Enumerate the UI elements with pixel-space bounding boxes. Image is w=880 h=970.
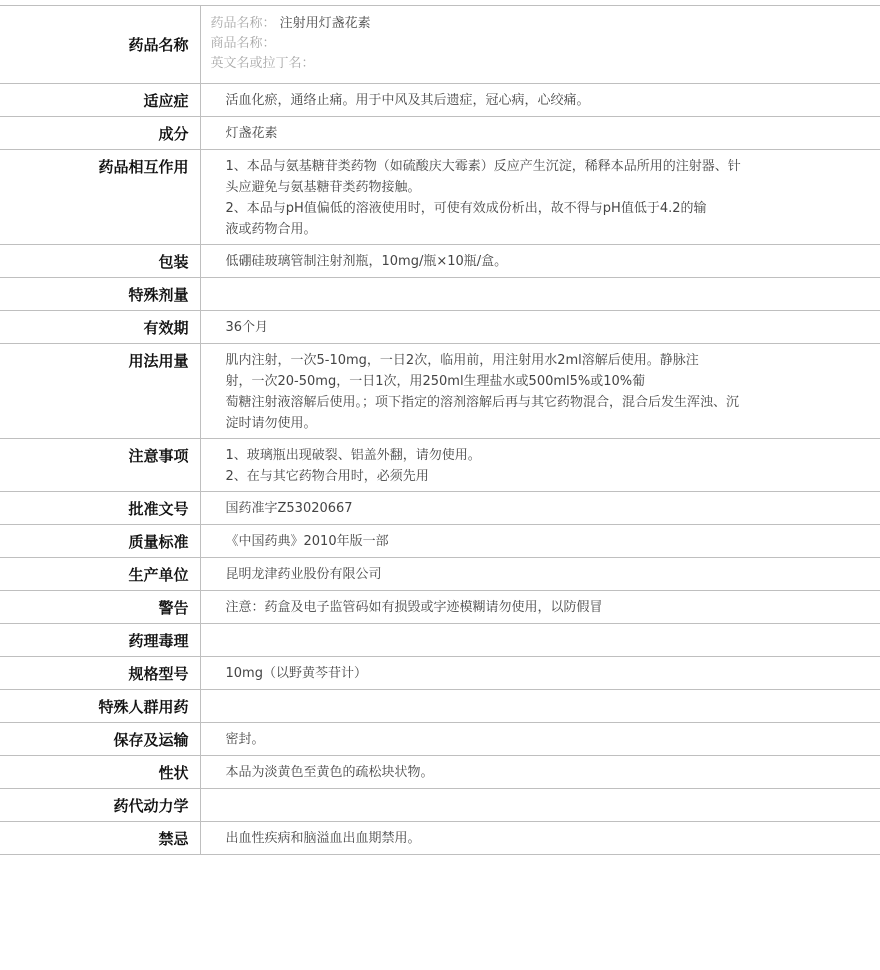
row-shelf-life xyxy=(0,311,880,344)
trade-name-line xyxy=(211,34,791,54)
row-manufacturer xyxy=(0,558,880,591)
value-line: 注意：药盒及电子监管码如有损毁或字迹模糊请勿使用，以防假冒 xyxy=(225,600,603,615)
label-storage-transport: 保存及运输 xyxy=(0,723,200,756)
value-line: 出血性疾病和脑溢血出血期禁用。 xyxy=(225,831,421,846)
label-specification: 规格型号 xyxy=(0,657,200,690)
label-pharmacology-toxicology: 药理毒理 xyxy=(0,624,200,657)
row-contraindications xyxy=(0,822,880,855)
value-packaging xyxy=(200,245,880,278)
row-specification xyxy=(0,657,880,690)
value-line: 射，一次20-50mg，一日1次，用250ml生理盐水或500ml5%或10%葡 xyxy=(225,374,646,389)
value-quality-standard xyxy=(200,525,880,558)
value-line: 2、本品与pH值偏低的溶液使用时，可使有效成份析出，故不得与pH值低于4.2的输 xyxy=(225,201,707,216)
label-drug-name: 药品名称 xyxy=(0,6,200,84)
value-line: 2、在与其它药物合用时，必须先用 xyxy=(225,469,429,484)
value-drug-name xyxy=(200,6,880,84)
label-interactions: 药品相互作用 xyxy=(0,150,200,245)
label-packaging: 包装 xyxy=(0,245,200,278)
value-line: 36个月 xyxy=(225,320,269,335)
value-line: 1、玻璃瓶出现破裂、铝盖外翻，请勿使用。 xyxy=(225,448,481,463)
value-ingredients xyxy=(200,117,880,150)
row-drug-name xyxy=(0,6,880,84)
value-line: 灯盏花素 xyxy=(225,126,278,141)
value-warning xyxy=(200,591,880,624)
row-special-populations xyxy=(0,690,880,723)
value-line: 低硼硅玻璃管制注射剂瓶，10mg/瓶×10瓶/盒。 xyxy=(225,254,508,269)
english-name-line xyxy=(211,54,791,74)
value-line: 本品为淡黄色至黄色的疏松块状物。 xyxy=(225,765,434,780)
row-indications xyxy=(0,84,880,117)
label-precautions: 注意事项 xyxy=(0,439,200,492)
value-manufacturer xyxy=(200,558,880,591)
row-pharmacokinetics xyxy=(0,789,880,822)
value-line: 头应避免与氨基糖苷类药物接触。 xyxy=(225,180,421,195)
row-interactions xyxy=(0,150,880,245)
value-dosage xyxy=(200,344,880,439)
value-line: 密封。 xyxy=(225,732,265,747)
value-line: 淀时请勿使用。 xyxy=(225,416,317,431)
value-indications xyxy=(200,84,880,117)
value-precautions xyxy=(200,439,880,492)
row-precautions xyxy=(0,439,880,492)
row-approval-number xyxy=(0,492,880,525)
label-pharmacokinetics: 药代动力学 xyxy=(0,789,200,822)
label-contraindications: 禁忌 xyxy=(0,822,200,855)
row-special-dosage xyxy=(0,278,880,311)
row-description xyxy=(0,756,880,789)
label-manufacturer: 生产单位 xyxy=(0,558,200,591)
value-line: 昆明龙津药业股份有限公司 xyxy=(225,567,382,582)
row-storage-transport xyxy=(0,723,880,756)
row-quality-standard xyxy=(0,525,880,558)
generic-name-line xyxy=(211,14,791,34)
generic-name-value: 注射用灯盏花素 xyxy=(279,16,371,31)
value-specification xyxy=(200,657,880,690)
value-line: 《中国药典》2010年版一部 xyxy=(225,534,389,549)
row-packaging xyxy=(0,245,880,278)
label-quality-standard: 质量标准 xyxy=(0,525,200,558)
value-special-dosage xyxy=(200,278,880,311)
row-pharmacology-toxicology xyxy=(0,624,880,657)
row-warning xyxy=(0,591,880,624)
label-description: 性状 xyxy=(0,756,200,789)
value-contraindications xyxy=(200,822,880,855)
value-line: 肌内注射，一次5-10mg，一日2次，临用前，用注射用水2ml溶解后使用。静脉注 xyxy=(225,353,699,368)
value-special-populations xyxy=(200,690,880,723)
value-approval-number xyxy=(200,492,880,525)
value-shelf-life xyxy=(200,311,880,344)
english-name-key: 英文名或拉丁名： xyxy=(210,56,315,71)
label-indications: 适应症 xyxy=(0,84,200,117)
value-line: 10mg（以野黄芩苷计） xyxy=(225,666,367,681)
generic-name-key: 药品名称： xyxy=(210,16,276,31)
label-warning: 警告 xyxy=(0,591,200,624)
value-pharmacokinetics xyxy=(200,789,880,822)
drug-info-table xyxy=(0,5,880,855)
value-line: 液或药物合用。 xyxy=(225,222,317,237)
value-line: 国药准字Z53020667 xyxy=(225,501,353,516)
value-line: 活血化瘀，通络止痛。用于中风及其后遗症，冠心病，心绞痛。 xyxy=(225,93,590,108)
value-description xyxy=(200,756,880,789)
row-ingredients xyxy=(0,117,880,150)
label-approval-number: 批准文号 xyxy=(0,492,200,525)
label-ingredients: 成分 xyxy=(0,117,200,150)
trade-name-key: 商品名称： xyxy=(210,36,276,51)
label-shelf-life: 有效期 xyxy=(0,311,200,344)
label-dosage: 用法用量 xyxy=(0,344,200,439)
value-pharmacology-toxicology xyxy=(200,624,880,657)
label-special-populations: 特殊人群用药 xyxy=(0,690,200,723)
row-dosage xyxy=(0,344,880,439)
value-line: 萄糖注射液溶解后使用。；项下指定的溶剂溶解后再与其它药物混合，混合后发生浑浊、沉 xyxy=(225,395,740,410)
value-line: 1、本品与氨基糖苷类药物（如硫酸庆大霉素）反应产生沉淀，稀释本品所用的注射器、针 xyxy=(225,159,741,174)
value-interactions xyxy=(200,150,880,245)
label-special-dosage: 特殊剂量 xyxy=(0,278,200,311)
value-storage-transport xyxy=(200,723,880,756)
